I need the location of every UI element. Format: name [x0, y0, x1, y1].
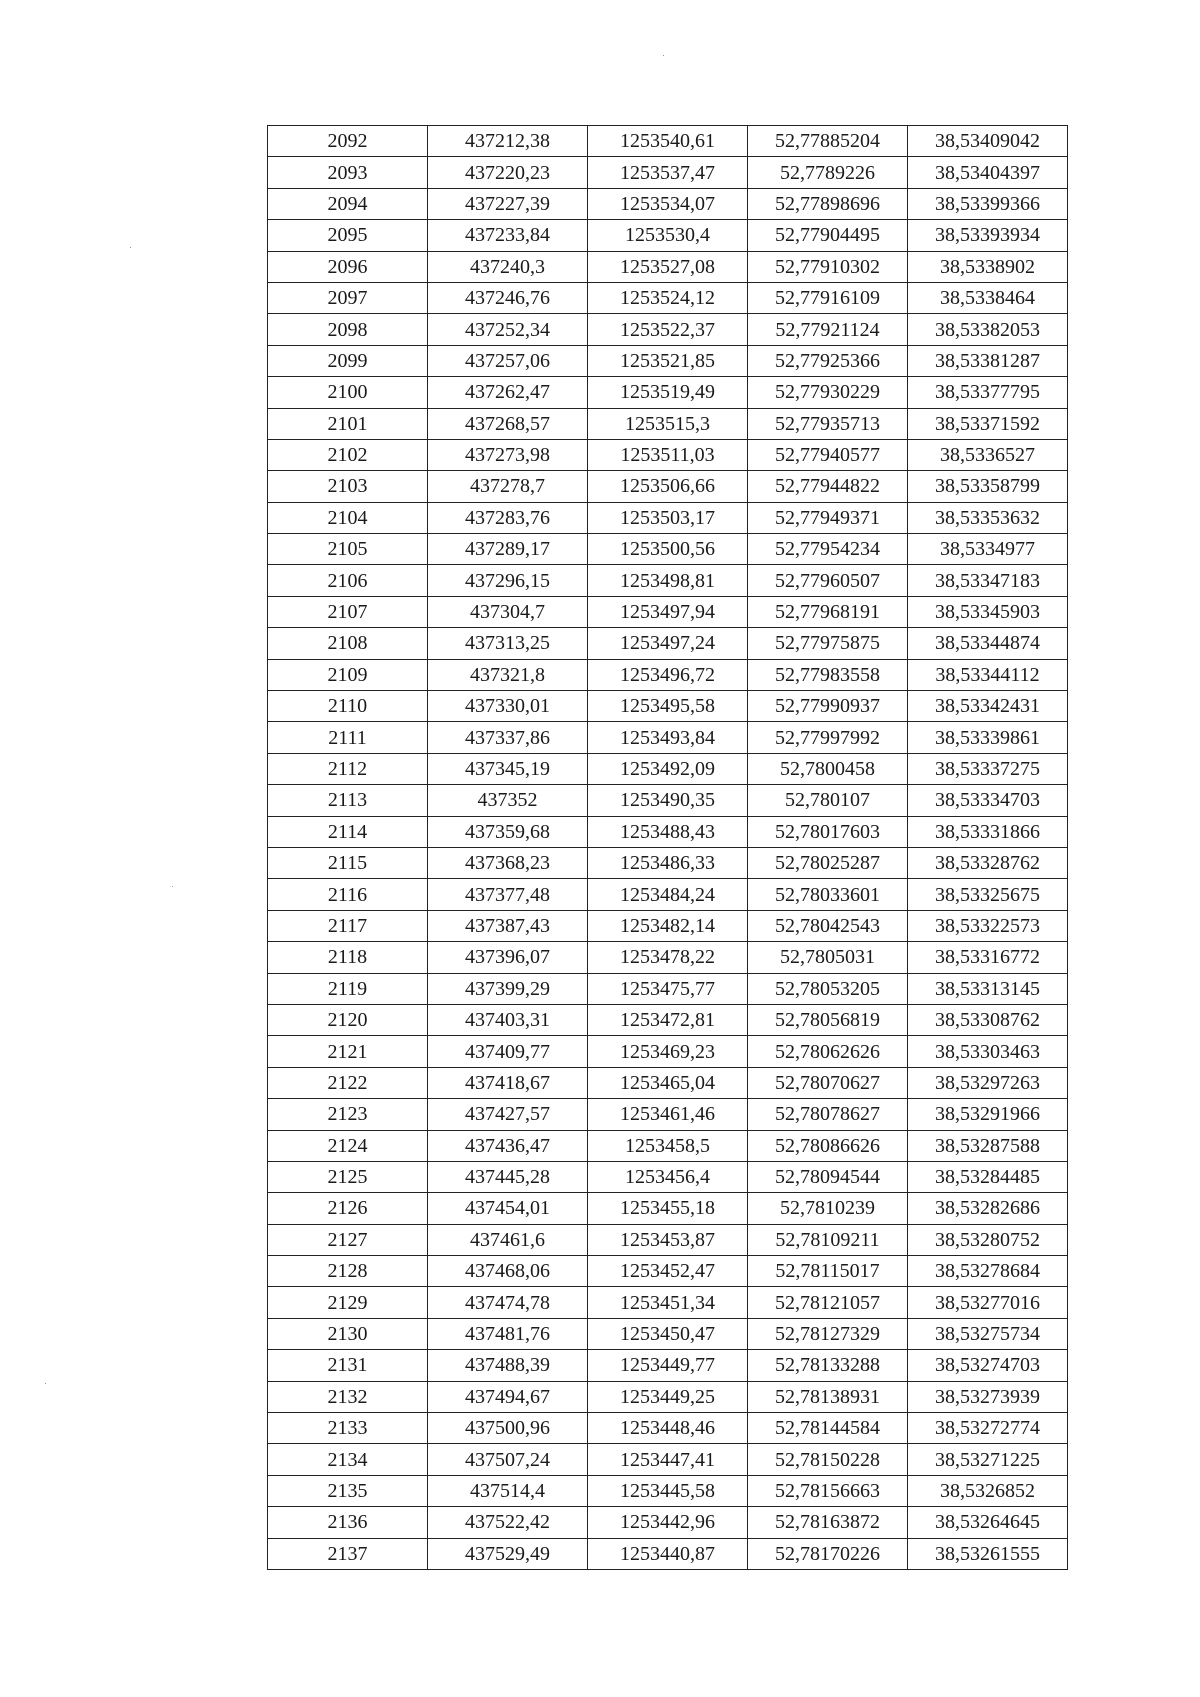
point-number-cell: 2100 [268, 377, 428, 408]
x-coordinate-cell: 437494,67 [428, 1381, 588, 1412]
table-row [268, 1538, 1068, 1569]
x-coordinate-cell: 437461,6 [428, 1224, 588, 1255]
y-coordinate-cell: 1253469,23 [588, 1036, 748, 1067]
table-row [268, 1444, 1068, 1475]
table-row [268, 1287, 1068, 1318]
table-row [268, 471, 1068, 502]
latitude-cell: 52,77925366 [748, 345, 908, 376]
latitude-cell: 52,78033601 [748, 879, 908, 910]
x-coordinate-cell: 437377,48 [428, 879, 588, 910]
table-row [268, 157, 1068, 188]
scan-speck [45, 1383, 46, 1384]
point-number-cell: 2093 [268, 157, 428, 188]
x-coordinate-cell: 437227,39 [428, 188, 588, 219]
y-coordinate-cell: 1253521,85 [588, 345, 748, 376]
longitude-cell: 38,53297263 [908, 1067, 1068, 1098]
longitude-cell: 38,53339861 [908, 722, 1068, 753]
longitude-cell: 38,53344112 [908, 659, 1068, 690]
point-number-cell: 2128 [268, 1256, 428, 1287]
x-coordinate-cell: 437240,3 [428, 251, 588, 282]
point-number-cell: 2105 [268, 534, 428, 565]
coordinates-table [267, 125, 1068, 1570]
table-row [268, 1318, 1068, 1349]
latitude-cell: 52,77898696 [748, 188, 908, 219]
point-number-cell: 2126 [268, 1193, 428, 1224]
longitude-cell: 38,53371592 [908, 408, 1068, 439]
x-coordinate-cell: 437529,49 [428, 1538, 588, 1569]
latitude-cell: 52,77930229 [748, 377, 908, 408]
longitude-cell: 38,53399366 [908, 188, 1068, 219]
table-row [268, 596, 1068, 627]
table-row [268, 910, 1068, 941]
longitude-cell: 38,53358799 [908, 471, 1068, 502]
table-row [268, 659, 1068, 690]
longitude-cell: 38,53275734 [908, 1318, 1068, 1349]
x-coordinate-cell: 437454,01 [428, 1193, 588, 1224]
latitude-cell: 52,77968191 [748, 596, 908, 627]
y-coordinate-cell: 1253530,4 [588, 220, 748, 251]
x-coordinate-cell: 437500,96 [428, 1413, 588, 1444]
latitude-cell: 52,78150228 [748, 1444, 908, 1475]
longitude-cell: 38,53342431 [908, 691, 1068, 722]
y-coordinate-cell: 1253488,43 [588, 816, 748, 847]
y-coordinate-cell: 1253511,03 [588, 439, 748, 470]
table-row [268, 1413, 1068, 1444]
x-coordinate-cell: 437246,76 [428, 282, 588, 313]
latitude-cell: 52,78042543 [748, 910, 908, 941]
x-coordinate-cell: 437268,57 [428, 408, 588, 439]
table-row [268, 722, 1068, 753]
latitude-cell: 52,77975875 [748, 628, 908, 659]
table-row [268, 942, 1068, 973]
point-number-cell: 2115 [268, 847, 428, 878]
point-number-cell: 2112 [268, 753, 428, 784]
longitude-cell: 38,53303463 [908, 1036, 1068, 1067]
point-number-cell: 2119 [268, 973, 428, 1004]
longitude-cell: 38,53404397 [908, 157, 1068, 188]
longitude-cell: 38,53272774 [908, 1413, 1068, 1444]
table-row [268, 1036, 1068, 1067]
y-coordinate-cell: 1253451,34 [588, 1287, 748, 1318]
latitude-cell: 52,77983558 [748, 659, 908, 690]
latitude-cell: 52,77997992 [748, 722, 908, 753]
latitude-cell: 52,77916109 [748, 282, 908, 313]
y-coordinate-cell: 1253500,56 [588, 534, 748, 565]
table-row [268, 1193, 1068, 1224]
x-coordinate-cell: 437399,29 [428, 973, 588, 1004]
latitude-cell: 52,78109211 [748, 1224, 908, 1255]
latitude-cell: 52,77940577 [748, 439, 908, 470]
table-row [268, 1256, 1068, 1287]
point-number-cell: 2113 [268, 785, 428, 816]
point-number-cell: 2123 [268, 1099, 428, 1130]
x-coordinate-cell: 437233,84 [428, 220, 588, 251]
latitude-cell: 52,77960507 [748, 565, 908, 596]
y-coordinate-cell: 1253498,81 [588, 565, 748, 596]
latitude-cell: 52,77990937 [748, 691, 908, 722]
point-number-cell: 2124 [268, 1130, 428, 1161]
table-row [268, 1381, 1068, 1412]
y-coordinate-cell: 1253495,58 [588, 691, 748, 722]
y-coordinate-cell: 1253458,5 [588, 1130, 748, 1161]
longitude-cell: 38,53287588 [908, 1130, 1068, 1161]
longitude-cell: 38,53278684 [908, 1256, 1068, 1287]
point-number-cell: 2101 [268, 408, 428, 439]
longitude-cell: 38,53291966 [908, 1099, 1068, 1130]
longitude-cell: 38,53377795 [908, 377, 1068, 408]
x-coordinate-cell: 437396,07 [428, 942, 588, 973]
longitude-cell: 38,53344874 [908, 628, 1068, 659]
y-coordinate-cell: 1253472,81 [588, 1004, 748, 1035]
table-row [268, 251, 1068, 282]
longitude-cell: 38,53322573 [908, 910, 1068, 941]
longitude-cell: 38,53308762 [908, 1004, 1068, 1035]
y-coordinate-cell: 1253478,22 [588, 942, 748, 973]
latitude-cell: 52,77944822 [748, 471, 908, 502]
x-coordinate-cell: 437283,76 [428, 502, 588, 533]
point-number-cell: 2120 [268, 1004, 428, 1035]
y-coordinate-cell: 1253465,04 [588, 1067, 748, 1098]
longitude-cell: 38,53280752 [908, 1224, 1068, 1255]
x-coordinate-cell: 437427,57 [428, 1099, 588, 1130]
point-number-cell: 2131 [268, 1350, 428, 1381]
x-coordinate-cell: 437278,7 [428, 471, 588, 502]
latitude-cell: 52,77904495 [748, 220, 908, 251]
y-coordinate-cell: 1253496,72 [588, 659, 748, 690]
x-coordinate-cell: 437481,76 [428, 1318, 588, 1349]
point-number-cell: 2099 [268, 345, 428, 376]
x-coordinate-cell: 437387,43 [428, 910, 588, 941]
table-row [268, 1004, 1068, 1035]
latitude-cell: 52,78133288 [748, 1350, 908, 1381]
y-coordinate-cell: 1253519,49 [588, 377, 748, 408]
table-row [268, 1130, 1068, 1161]
table-row [268, 534, 1068, 565]
latitude-cell: 52,78121057 [748, 1287, 908, 1318]
x-coordinate-cell: 437345,19 [428, 753, 588, 784]
latitude-cell: 52,77910302 [748, 251, 908, 282]
latitude-cell: 52,78094544 [748, 1161, 908, 1192]
longitude-cell: 38,53334703 [908, 785, 1068, 816]
x-coordinate-cell: 437330,01 [428, 691, 588, 722]
longitude-cell: 38,53337275 [908, 753, 1068, 784]
latitude-cell: 52,7800458 [748, 753, 908, 784]
y-coordinate-cell: 1253540,61 [588, 126, 748, 157]
x-coordinate-cell: 437220,23 [428, 157, 588, 188]
y-coordinate-cell: 1253506,66 [588, 471, 748, 502]
table-row [268, 879, 1068, 910]
point-number-cell: 2104 [268, 502, 428, 533]
longitude-cell: 38,53313145 [908, 973, 1068, 1004]
table-row [268, 1475, 1068, 1506]
point-number-cell: 2117 [268, 910, 428, 941]
y-coordinate-cell: 1253445,58 [588, 1475, 748, 1506]
longitude-cell: 38,53409042 [908, 126, 1068, 157]
table-row [268, 753, 1068, 784]
y-coordinate-cell: 1253497,94 [588, 596, 748, 627]
point-number-cell: 2094 [268, 188, 428, 219]
y-coordinate-cell: 1253527,08 [588, 251, 748, 282]
latitude-cell: 52,7805031 [748, 942, 908, 973]
x-coordinate-cell: 437436,47 [428, 1130, 588, 1161]
longitude-cell: 38,5334977 [908, 534, 1068, 565]
y-coordinate-cell: 1253524,12 [588, 282, 748, 313]
y-coordinate-cell: 1253475,77 [588, 973, 748, 1004]
point-number-cell: 2107 [268, 596, 428, 627]
table-row [268, 628, 1068, 659]
table-row [268, 408, 1068, 439]
longitude-cell: 38,53277016 [908, 1287, 1068, 1318]
longitude-cell: 38,53261555 [908, 1538, 1068, 1569]
x-coordinate-cell: 437514,4 [428, 1475, 588, 1506]
x-coordinate-cell: 437273,98 [428, 439, 588, 470]
y-coordinate-cell: 1253537,47 [588, 157, 748, 188]
y-coordinate-cell: 1253455,18 [588, 1193, 748, 1224]
latitude-cell: 52,77954234 [748, 534, 908, 565]
x-coordinate-cell: 437304,7 [428, 596, 588, 627]
y-coordinate-cell: 1253482,14 [588, 910, 748, 941]
y-coordinate-cell: 1253534,07 [588, 188, 748, 219]
latitude-cell: 52,78127329 [748, 1318, 908, 1349]
y-coordinate-cell: 1253503,17 [588, 502, 748, 533]
latitude-cell: 52,7810239 [748, 1193, 908, 1224]
y-coordinate-cell: 1253449,25 [588, 1381, 748, 1412]
x-coordinate-cell: 437289,17 [428, 534, 588, 565]
point-number-cell: 2096 [268, 251, 428, 282]
x-coordinate-cell: 437403,31 [428, 1004, 588, 1035]
latitude-cell: 52,78115017 [748, 1256, 908, 1287]
table-row [268, 220, 1068, 251]
longitude-cell: 38,53325675 [908, 879, 1068, 910]
latitude-cell: 52,77949371 [748, 502, 908, 533]
longitude-cell: 38,53382053 [908, 314, 1068, 345]
point-number-cell: 2098 [268, 314, 428, 345]
point-number-cell: 2114 [268, 816, 428, 847]
point-number-cell: 2122 [268, 1067, 428, 1098]
table-row [268, 188, 1068, 219]
longitude-cell: 38,53381287 [908, 345, 1068, 376]
point-number-cell: 2129 [268, 1287, 428, 1318]
point-number-cell: 2116 [268, 879, 428, 910]
table-row [268, 1224, 1068, 1255]
longitude-cell: 38,53284485 [908, 1161, 1068, 1192]
latitude-cell: 52,78070627 [748, 1067, 908, 1098]
point-number-cell: 2133 [268, 1413, 428, 1444]
x-coordinate-cell: 437296,15 [428, 565, 588, 596]
table-row [268, 439, 1068, 470]
latitude-cell: 52,78170226 [748, 1538, 908, 1569]
scan-speck [130, 247, 131, 248]
scan-speck [663, 55, 664, 56]
latitude-cell: 52,77935713 [748, 408, 908, 439]
table-row [268, 345, 1068, 376]
table-row [268, 816, 1068, 847]
longitude-cell: 38,5336527 [908, 439, 1068, 470]
x-coordinate-cell: 437409,77 [428, 1036, 588, 1067]
point-number-cell: 2106 [268, 565, 428, 596]
latitude-cell: 52,77921124 [748, 314, 908, 345]
x-coordinate-cell: 437418,67 [428, 1067, 588, 1098]
y-coordinate-cell: 1253484,24 [588, 879, 748, 910]
point-number-cell: 2095 [268, 220, 428, 251]
x-coordinate-cell: 437352 [428, 785, 588, 816]
point-number-cell: 2137 [268, 1538, 428, 1569]
table-row [268, 1067, 1068, 1098]
point-number-cell: 2102 [268, 439, 428, 470]
longitude-cell: 38,5338902 [908, 251, 1068, 282]
point-number-cell: 2110 [268, 691, 428, 722]
y-coordinate-cell: 1253440,87 [588, 1538, 748, 1569]
point-number-cell: 2132 [268, 1381, 428, 1412]
table-row [268, 502, 1068, 533]
y-coordinate-cell: 1253447,41 [588, 1444, 748, 1475]
y-coordinate-cell: 1253453,87 [588, 1224, 748, 1255]
x-coordinate-cell: 437321,8 [428, 659, 588, 690]
y-coordinate-cell: 1253486,33 [588, 847, 748, 878]
latitude-cell: 52,78017603 [748, 816, 908, 847]
latitude-cell: 52,78144584 [748, 1413, 908, 1444]
longitude-cell: 38,53331866 [908, 816, 1068, 847]
y-coordinate-cell: 1253515,3 [588, 408, 748, 439]
y-coordinate-cell: 1253450,47 [588, 1318, 748, 1349]
x-coordinate-cell: 437252,34 [428, 314, 588, 345]
scan-speck [172, 886, 173, 887]
y-coordinate-cell: 1253461,46 [588, 1099, 748, 1130]
x-coordinate-cell: 437337,86 [428, 722, 588, 753]
longitude-cell: 38,53271225 [908, 1444, 1068, 1475]
latitude-cell: 52,78078627 [748, 1099, 908, 1130]
table-row [268, 847, 1068, 878]
table-row [268, 377, 1068, 408]
y-coordinate-cell: 1253448,46 [588, 1413, 748, 1444]
latitude-cell: 52,78163872 [748, 1507, 908, 1538]
table-row [268, 1099, 1068, 1130]
longitude-cell: 38,53273939 [908, 1381, 1068, 1412]
y-coordinate-cell: 1253522,37 [588, 314, 748, 345]
x-coordinate-cell: 437212,38 [428, 126, 588, 157]
latitude-cell: 52,78025287 [748, 847, 908, 878]
x-coordinate-cell: 437507,24 [428, 1444, 588, 1475]
table-row [268, 973, 1068, 1004]
point-number-cell: 2092 [268, 126, 428, 157]
longitude-cell: 38,53353632 [908, 502, 1068, 533]
x-coordinate-cell: 437262,47 [428, 377, 588, 408]
latitude-cell: 52,78053205 [748, 973, 908, 1004]
latitude-cell: 52,78086626 [748, 1130, 908, 1161]
x-coordinate-cell: 437445,28 [428, 1161, 588, 1192]
point-number-cell: 2125 [268, 1161, 428, 1192]
x-coordinate-cell: 437368,23 [428, 847, 588, 878]
table-row [268, 314, 1068, 345]
longitude-cell: 38,5326852 [908, 1475, 1068, 1506]
point-number-cell: 2121 [268, 1036, 428, 1067]
latitude-cell: 52,77885204 [748, 126, 908, 157]
x-coordinate-cell: 437522,42 [428, 1507, 588, 1538]
point-number-cell: 2109 [268, 659, 428, 690]
point-number-cell: 2136 [268, 1507, 428, 1538]
longitude-cell: 38,53264645 [908, 1507, 1068, 1538]
point-number-cell: 2130 [268, 1318, 428, 1349]
y-coordinate-cell: 1253452,47 [588, 1256, 748, 1287]
x-coordinate-cell: 437313,25 [428, 628, 588, 659]
table-row [268, 691, 1068, 722]
table-row [268, 282, 1068, 313]
longitude-cell: 38,53282686 [908, 1193, 1068, 1224]
x-coordinate-cell: 437468,06 [428, 1256, 588, 1287]
y-coordinate-cell: 1253492,09 [588, 753, 748, 784]
x-coordinate-cell: 437474,78 [428, 1287, 588, 1318]
y-coordinate-cell: 1253497,24 [588, 628, 748, 659]
point-number-cell: 2108 [268, 628, 428, 659]
y-coordinate-cell: 1253442,96 [588, 1507, 748, 1538]
table-row [268, 785, 1068, 816]
coordinates-table-body [268, 126, 1068, 1570]
point-number-cell: 2097 [268, 282, 428, 313]
longitude-cell: 38,53347183 [908, 565, 1068, 596]
table-row [268, 1161, 1068, 1192]
table-row [268, 1507, 1068, 1538]
longitude-cell: 38,5338464 [908, 282, 1068, 313]
latitude-cell: 52,78062626 [748, 1036, 908, 1067]
x-coordinate-cell: 437359,68 [428, 816, 588, 847]
latitude-cell: 52,78138931 [748, 1381, 908, 1412]
latitude-cell: 52,78156663 [748, 1475, 908, 1506]
table-row [268, 565, 1068, 596]
longitude-cell: 38,53328762 [908, 847, 1068, 878]
y-coordinate-cell: 1253493,84 [588, 722, 748, 753]
table-row [268, 126, 1068, 157]
point-number-cell: 2111 [268, 722, 428, 753]
point-number-cell: 2118 [268, 942, 428, 973]
y-coordinate-cell: 1253490,35 [588, 785, 748, 816]
latitude-cell: 52,7789226 [748, 157, 908, 188]
point-number-cell: 2135 [268, 1475, 428, 1506]
latitude-cell: 52,780107 [748, 785, 908, 816]
longitude-cell: 38,53345903 [908, 596, 1068, 627]
x-coordinate-cell: 437488,39 [428, 1350, 588, 1381]
longitude-cell: 38,53274703 [908, 1350, 1068, 1381]
x-coordinate-cell: 437257,06 [428, 345, 588, 376]
latitude-cell: 52,78056819 [748, 1004, 908, 1035]
point-number-cell: 2103 [268, 471, 428, 502]
table-row [268, 1350, 1068, 1381]
longitude-cell: 38,53316772 [908, 942, 1068, 973]
y-coordinate-cell: 1253449,77 [588, 1350, 748, 1381]
longitude-cell: 38,53393934 [908, 220, 1068, 251]
point-number-cell: 2134 [268, 1444, 428, 1475]
y-coordinate-cell: 1253456,4 [588, 1161, 748, 1192]
point-number-cell: 2127 [268, 1224, 428, 1255]
